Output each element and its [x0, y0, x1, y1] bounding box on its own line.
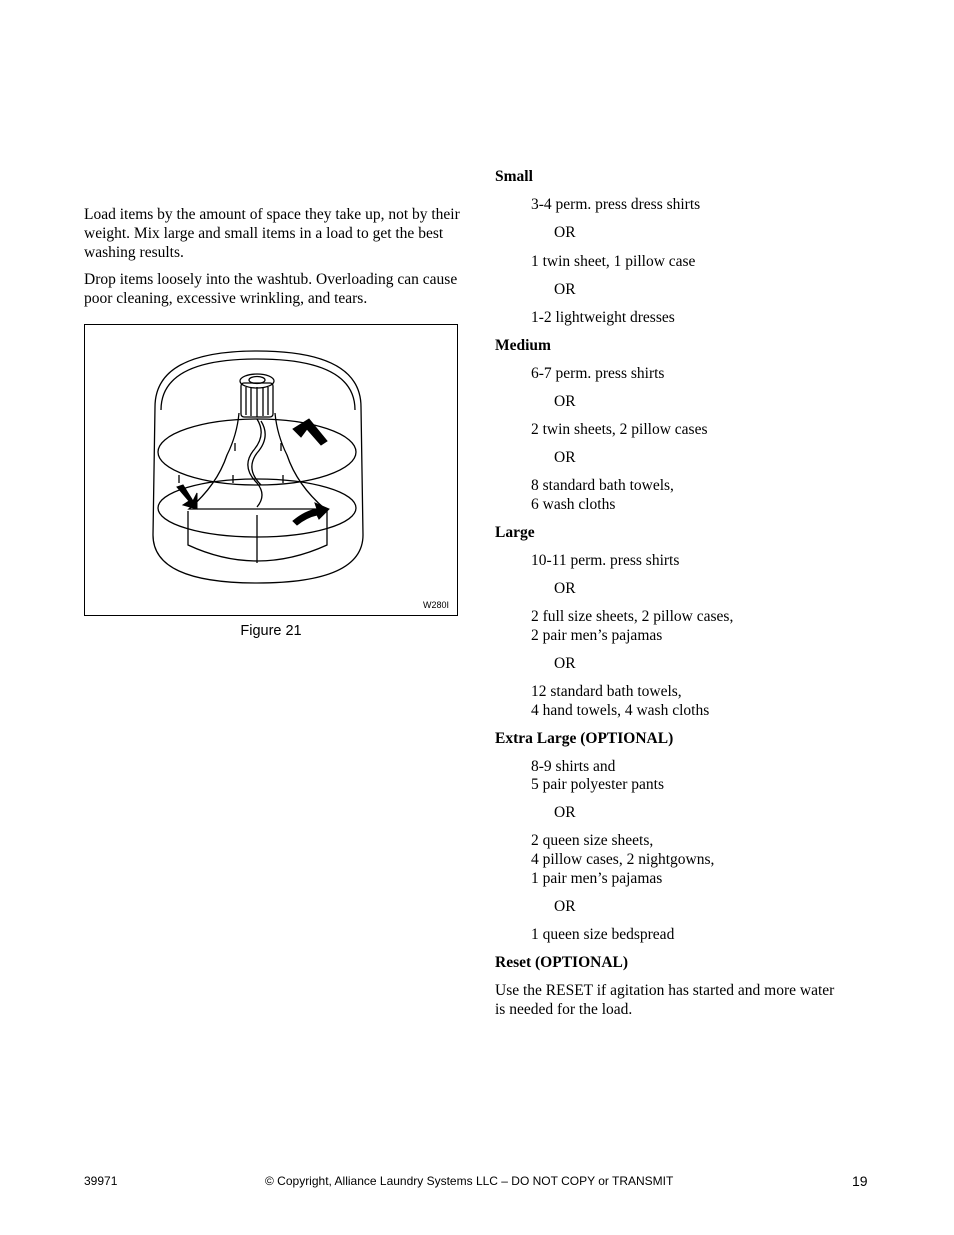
extra-large-heading: Extra Large (OPTIONAL): [495, 730, 674, 747]
medium-item-3-line-2: 6 wash cloths: [531, 496, 616, 513]
extra-large-item-2-line-2: 4 pillow cases, 2 nightgowns,: [531, 851, 715, 868]
extra-large-item-3: 1 queen size bedspread: [531, 926, 675, 943]
washtub-agitator-illustration: [85, 325, 459, 617]
or-separator: OR: [554, 898, 576, 915]
extra-large-item-1-line-1: 8-9 shirts and: [531, 758, 616, 775]
or-separator: OR: [554, 449, 576, 466]
washtub-figure: [84, 324, 458, 616]
medium-item-3-line-1: 8 standard bath towels,: [531, 477, 674, 494]
loading-paragraph: Drop items loosely into the washtub. Overloading can cause poor cleaning, excessive wrinkling, and tears.: [84, 271, 458, 307]
large-heading: Large: [495, 524, 535, 541]
figure-code: W280I: [422, 600, 449, 610]
small-item-2: 1 twin sheet, 1 pillow case: [531, 253, 696, 270]
copyright-notice: © Copyright, Alliance Laundry Systems LLC – DO NOT COPY or TRANSMIT: [265, 1174, 674, 1188]
figure-caption: Figure 21: [240, 623, 302, 639]
or-separator: OR: [554, 580, 576, 597]
or-separator: OR: [554, 655, 576, 672]
small-item-3: 1-2 lightweight dresses: [531, 309, 675, 326]
or-separator: OR: [554, 804, 576, 821]
or-separator: OR: [554, 393, 576, 410]
reset-text-line-2: is needed for the load.: [495, 1001, 633, 1018]
small-item-1: 3-4 perm. press dress shirts: [531, 196, 701, 213]
doc-number: 39971: [84, 1174, 118, 1188]
page-number: 19: [852, 1173, 868, 1189]
medium-heading: Medium: [495, 337, 551, 354]
extra-large-item-2-line-3: 1 pair men’s pajamas: [531, 870, 663, 887]
small-heading: Small: [495, 168, 533, 185]
extra-large-item-1-line-2: 5 pair polyester pants: [531, 776, 665, 793]
large-item-2-line-1: 2 full size sheets, 2 pillow cases,: [531, 608, 734, 625]
medium-item-2: 2 twin sheets, 2 pillow cases: [531, 421, 708, 438]
medium-item-1: 6-7 perm. press shirts: [531, 365, 665, 382]
extra-large-item-2-line-1: 2 queen size sheets,: [531, 832, 654, 849]
large-item-2-line-2: 2 pair men’s pajamas: [531, 627, 663, 644]
or-separator: OR: [554, 224, 576, 241]
intro-paragraph: Load items by the amount of space they take up, not by their weight. Mix large and small items in a load to get the best washing results.: [84, 206, 460, 261]
large-item-3-line-2: 4 hand towels, 4 wash cloths: [531, 702, 710, 719]
reset-heading: Reset (OPTIONAL): [495, 954, 629, 971]
reset-text-line-1: Use the RESET if agitation has started and more water: [495, 982, 835, 999]
or-separator: OR: [554, 281, 576, 298]
large-item-3-line-1: 12 standard bath towels,: [531, 683, 682, 700]
large-item-1: 10-11 perm. press shirts: [531, 552, 680, 569]
